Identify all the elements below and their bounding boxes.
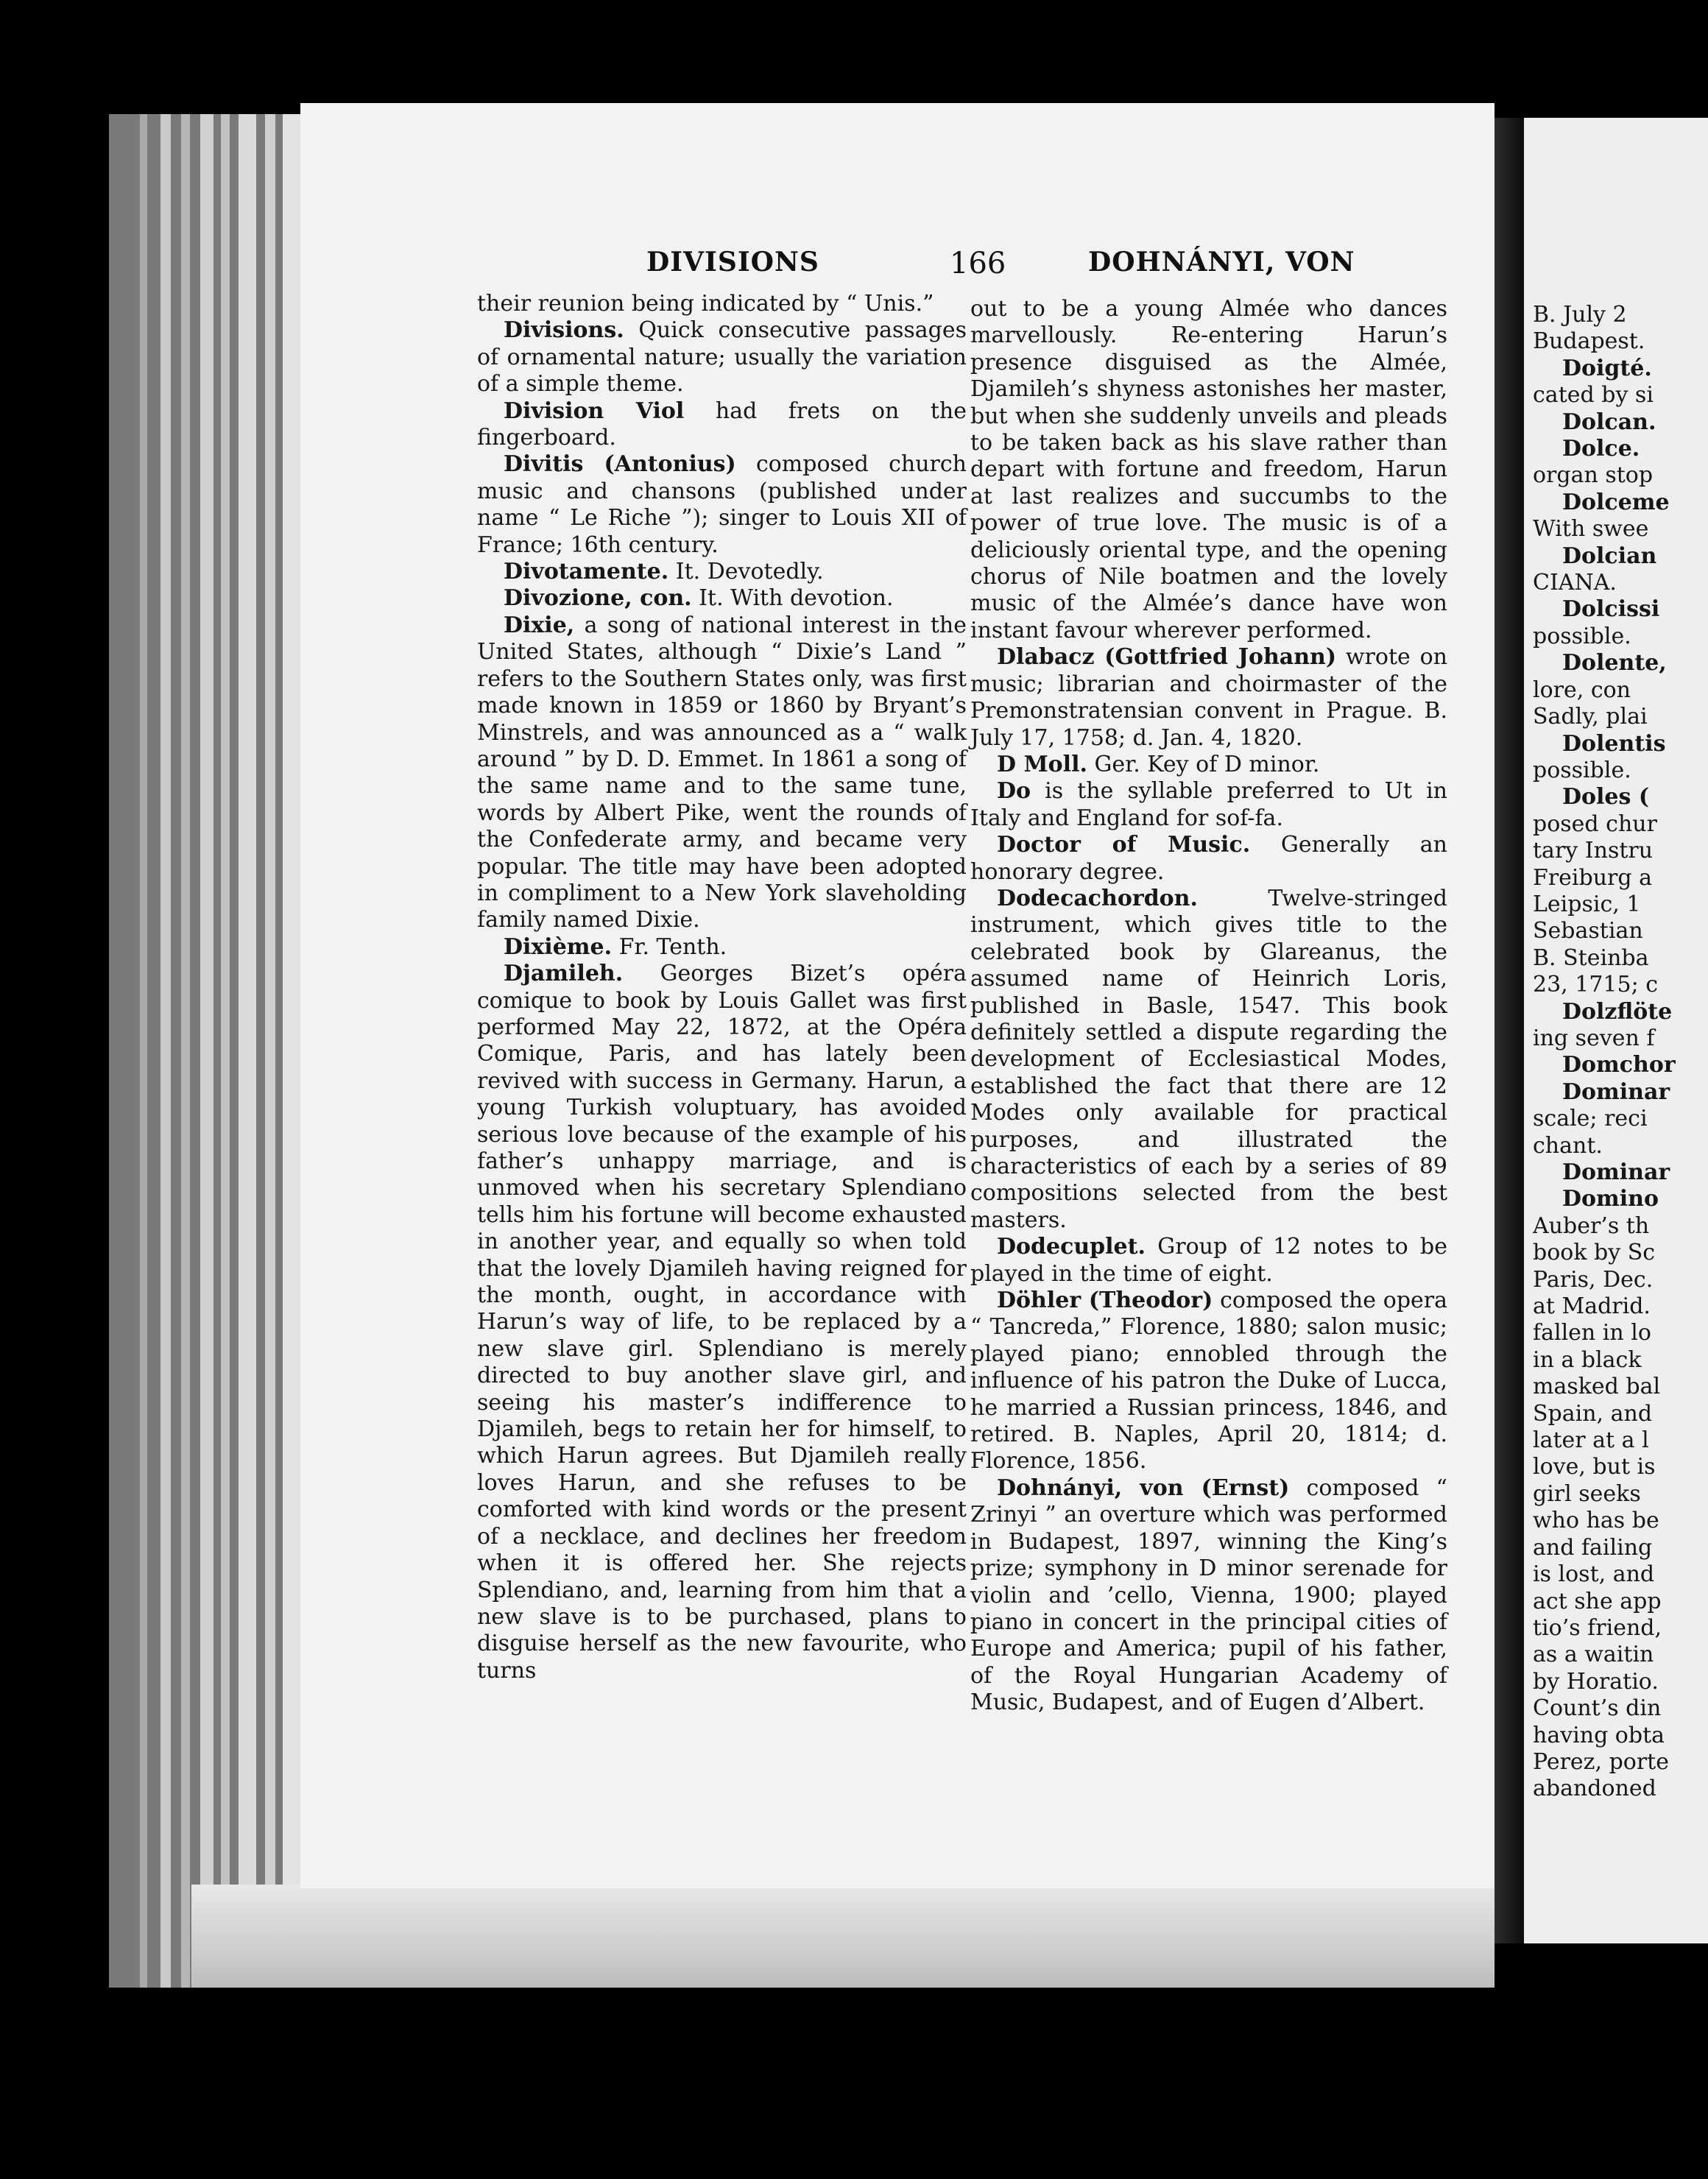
right-page-line: cated by si <box>1533 382 1654 409</box>
right-page-line: Sadly, plai <box>1533 704 1648 730</box>
right-page-line: Freiburg a <box>1533 864 1652 891</box>
dictionary-entry <box>477 559 967 585</box>
right-page-line: act she app <box>1533 1588 1662 1614</box>
dictionary-entry <box>477 291 967 317</box>
entry-text: composed the opera “ Tancreda,” Florence, 1880; salon music; played piano; ennobled through the influence of his patron the Duke of Lucca, he married a Russian princess, 1846, and retired. B. Naples, April 20, 1814; d. Florence, 1856. <box>970 1288 1448 1475</box>
dictionary-entry <box>970 644 1447 752</box>
dictionary-entry <box>477 451 967 559</box>
right-page-line: having obta <box>1533 1722 1665 1748</box>
entry-text: It. With devotion. <box>691 585 894 612</box>
page-stack-edges <box>109 114 300 1988</box>
entry-headword: Do <box>997 778 1031 805</box>
dictionary-entry <box>970 296 1447 644</box>
right-page-line: Dolzflöte <box>1562 998 1673 1025</box>
right-page-line: B. July 2 <box>1533 302 1627 328</box>
entry-text: is the syllable preferred to Ut in Italy and England for sof-fa. <box>970 778 1447 831</box>
right-page-line: Doigté. <box>1562 355 1652 381</box>
dictionary-entry <box>970 1475 1447 1717</box>
right-page-line: Doles ( <box>1562 784 1650 810</box>
page-edge <box>239 114 256 1988</box>
right-page-line: who has be <box>1533 1508 1659 1534</box>
book-gutter <box>1494 118 1524 1943</box>
dictionary-entry <box>477 585 967 612</box>
right-page-line: possible. <box>1533 757 1631 783</box>
right-page-line: Dolcissi <box>1562 596 1660 623</box>
entry-text: Twelve-stringed instrument, which gives title to the celebrated book by Glareanus, the assumed name of Heinrich Loris, published in Basle, 1547. This book definitely settled a dispute regarding the development of Ecclesiastical Modes, established the fact that there are 12 Modes only available for practical purposes, and illustrated the characteristics of each by a series of 89 compositions selected from the best masters. <box>970 885 1447 1233</box>
right-page-line: at Madrid. <box>1533 1293 1651 1320</box>
right-page-line: love, but is <box>1533 1454 1656 1480</box>
right-page-line: and failing <box>1533 1534 1653 1561</box>
dictionary-entry <box>477 317 967 398</box>
entry-text: Georges Bizet’s opéra comique to book by Louis Gallet was first performed May 22, 1872, at the Opéra Comique, Paris, and has lately been revived with success in Germany. Harun, a young Turkish voluptuary, has avoided serious love because of the example of his father’s unhappy marriage, and is unmoved when his secretary Splendiano tells him his fortune will become exhausted in another year, and equally so when told that the lovely Djamileh having reigned for the month, ought, in accordance with Harun’s way of life, to be replaced by a new slave girl. Splendiano is merely directed to buy another slave girl, and seeing his master’s indifference to Djamileh, begs to retain her for himself, to which Harun agrees. But Djamileh really loves Harun, and she refuses to be comforted with kind words or the present of a necklace, and declines her freedom when it is offered her. She rejects Splendiano, and, learning from him that a new slave is to be purchased, plans to disguise herself as the new favourite, who turns <box>477 961 967 1684</box>
right-page-line: possible. <box>1533 623 1631 649</box>
entry-headword: Divitis (Antonius) <box>504 451 736 478</box>
middle-text-column <box>970 296 1447 1717</box>
right-page-line: Domino <box>1562 1186 1659 1212</box>
dictionary-entry <box>477 934 967 961</box>
entry-text: Fr. Tenth. <box>612 933 727 960</box>
right-page-line: is lost, and <box>1533 1561 1655 1588</box>
right-page-line: Dolente, <box>1562 650 1667 677</box>
dictionary-entry <box>970 832 1447 886</box>
right-page-line: tio’s friend, <box>1533 1614 1662 1641</box>
entry-text: had frets on the fingerboard. <box>477 398 967 451</box>
entry-headword: Dohnányi, von (Ernst) <box>997 1475 1290 1501</box>
right-page-line: Dolcian <box>1562 543 1657 569</box>
right-page-line: CIANA. <box>1533 570 1617 596</box>
entry-headword: Dlabacz (Gottfried Johann) <box>997 644 1337 671</box>
entry-text: composed church music and chansons (published under name “ Le Riche ”); singer to Louis XII of France; 16th century. <box>477 451 967 558</box>
right-page-line: Paris, Dec. <box>1533 1266 1654 1293</box>
entry-headword: D Moll. <box>997 751 1087 777</box>
right-page-line: Dolce. <box>1562 436 1640 462</box>
right-page-line: by Horatio. <box>1533 1668 1659 1695</box>
entry-headword: Dodecachordon. <box>997 885 1198 911</box>
dictionary-entry <box>477 398 967 452</box>
right-page-line: Perez, porte <box>1533 1748 1669 1775</box>
right-page-line: Dolcan. <box>1562 409 1656 435</box>
dictionary-entry <box>477 961 967 1684</box>
right-page-line: later at a l <box>1533 1427 1649 1454</box>
right-page-line: abandoned <box>1533 1776 1656 1802</box>
right-page-line: chant. <box>1533 1132 1603 1159</box>
right-page-line: ing seven f <box>1533 1025 1655 1051</box>
right-page-line: book by Sc <box>1533 1240 1656 1266</box>
right-page-line: Count’s din <box>1533 1695 1662 1722</box>
dictionary-entry <box>970 886 1447 1234</box>
page-edge <box>160 114 171 1988</box>
running-head-left: DIVISIONS <box>646 247 819 278</box>
entry-headword: Divozione, con. <box>504 585 692 612</box>
entry-text: Generally an honorary degree. <box>970 832 1447 885</box>
right-page-line: posed chur <box>1533 810 1657 837</box>
right-page-line: fallen in lo <box>1533 1320 1651 1346</box>
entry-text: Group of 12 notes to be played in the time of eight. <box>970 1234 1447 1287</box>
right-page-line: Dominar <box>1562 1078 1670 1105</box>
entry-headword: Dixie, <box>504 612 575 638</box>
right-page-line: girl seeks <box>1533 1480 1641 1507</box>
page-stack-bottom <box>191 1885 1494 1988</box>
entry-text: composed “ Zrinyi ” an overture which was performed in Budapest, 1897, winning the King’s prize; symphony in D minor serenade for violin and ’cello, Vienna, 1900; played piano in concert in the principal cities of Europe and America; pupil of his father, of the Royal Hungarian Academy of Music, Budapest, and of Eugen d’Albert. <box>970 1475 1447 1716</box>
entry-headword: Djamileh. <box>504 961 624 987</box>
right-page-line: With swee <box>1533 516 1649 543</box>
entry-headword: Döhler (Theodor) <box>997 1288 1213 1314</box>
entry-headword: Division Viol <box>504 398 685 424</box>
right-page-line: Budapest. <box>1533 328 1645 355</box>
right-page-line: Sebastian <box>1533 918 1643 944</box>
entry-headword: Dixième. <box>504 933 613 960</box>
page-edge <box>200 114 214 1988</box>
dictionary-entry <box>970 778 1447 832</box>
left-text-column <box>477 291 967 1684</box>
dictionary-entry <box>477 612 967 934</box>
entry-text: It. Devotedly. <box>668 559 824 585</box>
right-page-line: scale; reci <box>1533 1106 1648 1132</box>
right-page-line: Dolceme <box>1562 489 1670 515</box>
right-page-line: tary Instru <box>1533 838 1654 864</box>
right-page-line: Dolentis <box>1562 730 1666 757</box>
page-edge <box>283 114 300 1988</box>
page-edge <box>221 114 230 1988</box>
page-edge <box>140 114 147 1988</box>
entry-text: a song of national interest in the United States, although “ Dixie’s Land ” refers to the Southern States only, was first made known in 1859 or 1860 by Bryant’s Minstrels, and was announced as a “ walk around ” by D. D. Emmet. In 1861 a song of the same name and to the same tune, words by Albert Pike, went the rounds of the Confederate army, and became very popular. The title may have been adopted in compliment to a New York slaveholding family named Dixie. <box>477 612 967 933</box>
entry-text: Quick consecutive passages of ornamental nature; usually the variation of a simple theme. <box>477 317 967 398</box>
dictionary-entry <box>970 752 1447 778</box>
right-page-line: B. Steinba <box>1533 944 1649 971</box>
right-page-text <box>1533 302 1708 1803</box>
entry-headword: Doctor of Music. <box>997 832 1251 858</box>
page-edge <box>265 114 275 1988</box>
right-page-line: Auber’s th <box>1533 1212 1650 1239</box>
entry-headword: Divisions. <box>504 317 624 344</box>
right-page-line: masked bal <box>1533 1374 1661 1400</box>
right-page-line: as a waitin <box>1533 1642 1654 1668</box>
entry-text: their reunion being indicated by “ Unis.” <box>477 291 934 317</box>
entry-headword: Dodecuplet. <box>997 1234 1146 1260</box>
entry-text: wrote on music; librarian and choirmaster of the Premonstratensian convent in Prague. B. July 17, 1758; d. Jan. 4, 1820. <box>970 644 1447 751</box>
right-page-line: organ stop <box>1533 462 1654 489</box>
page-edge <box>181 114 190 1988</box>
right-page-line: in a black <box>1533 1346 1642 1373</box>
entry-headword: Divotamente. <box>504 559 669 585</box>
right-page-line: 23, 1715; c <box>1533 972 1659 998</box>
right-page-line: Leipsic, 1 <box>1533 891 1641 917</box>
right-page-line: Spain, and <box>1533 1400 1653 1427</box>
right-page-line: Dominar <box>1562 1159 1670 1185</box>
dictionary-entry <box>970 1288 1447 1475</box>
entry-text: out to be a young Almée who dances marvellously. Re-entering Harun’s presence disguised as the Almée, Djamileh’s shyness astonishes her master, but when she suddenly unveils and pleads to be taken back as his slave rather than depart with fortune and freedom, Harun at last realizes and succumbs to the power of true love. The music is of a deliciously oriental type, and the opening chorus of Nile boatmen and the lovely music of the Almée’s dance have won instant favour wherever performed. <box>970 296 1447 643</box>
right-page-line: Domchor <box>1562 1052 1676 1078</box>
page-number: 166 <box>950 247 1006 280</box>
right-page-line: lore, con <box>1533 677 1631 703</box>
dictionary-entry <box>970 1234 1447 1288</box>
entry-text: Ger. Key of D minor. <box>1087 751 1320 777</box>
running-head-right: DOHNÁNYI, VON <box>1088 247 1355 278</box>
